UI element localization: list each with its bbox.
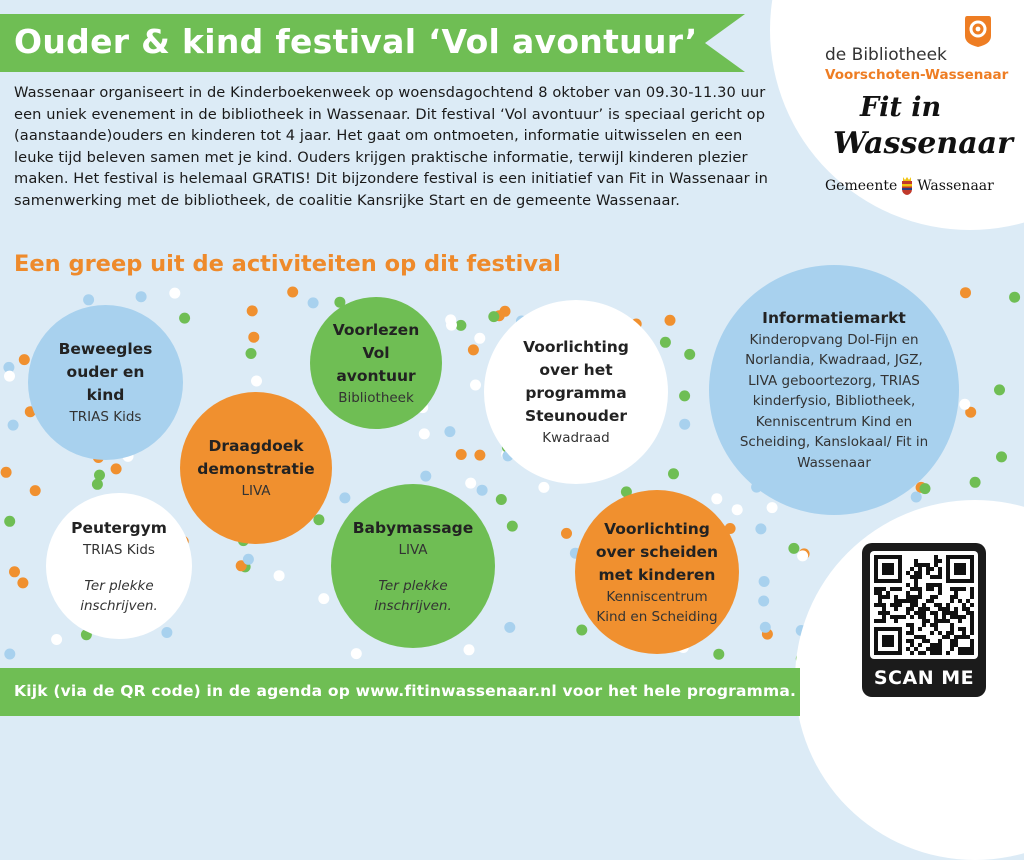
activity-title: Voorlichting over scheiden met kinderen	[595, 519, 719, 584]
activity-provider: LIVA	[398, 541, 428, 558]
activity-provider: TRIAS Kids	[83, 541, 155, 558]
activity-title: Voorlichting over het programma Steunouder	[523, 338, 629, 425]
qr-code-icon	[874, 555, 974, 655]
activity-note: Ter plekke inschrijven.	[374, 577, 452, 614]
activity-note: Ter plekke inschrijven.	[80, 577, 158, 614]
activity-babymassage	[331, 484, 495, 648]
library-region: Voorschoten-Wassenaar	[825, 67, 1009, 83]
activity-steunouder	[484, 300, 668, 484]
activity-provider: Kinderopvang Dol-Fijn en Norlandia, Kwadraad, JGZ, LIVA geboortezorg, TRIAS kinderfysio, Bibliotheek, Kenniscentrum Kind en Scheiding, Kanslokaal/ Fit in Wassenaar	[739, 331, 929, 471]
gemeente-logo	[825, 176, 994, 196]
activity-title: Beweegles ouder en kind	[58, 340, 153, 404]
qr-code[interactable]	[870, 551, 978, 659]
activity-provider: LIVA	[241, 483, 271, 499]
library-name: de Bibliotheek	[825, 45, 947, 65]
activity-voorlezen	[310, 297, 442, 429]
activity-title: Voorlezen Vol avontuur	[332, 320, 420, 385]
activity-title: Informatiemarkt	[762, 308, 906, 327]
fit-in-logo-line2: Wassenaar	[833, 126, 1013, 161]
qr-code-card[interactable]	[862, 543, 986, 697]
activity-provider: Kenniscentrum Kind en Scheiding	[596, 588, 718, 625]
intro-paragraph: Wassenaar organiseert in de Kinderboekenweek op woensdagochtend 8 oktober van 09.30-11.30 uur een uniek evenement in de bibliotheek in Wassenaar. Dit festival ‘Vol avontuur’ is speciaal gericht op (aanstaande)ouders en kinderen tot 4 jaar. Het gaat om ontmoeten, informatie uitwisselen en een leuke tijd beleven samen met je kind. Ouders krijgen praktische informatie, terwijl kinderen plezier maken. Het festival is helemaal GRATIS! Dit bijzondere festival is een initiatief van Fit in Wassenaar in samenwerking met de bibliotheek, de coalitie Kansrijke Start en de gemeente Wassenaar.	[14, 84, 768, 209]
footer-text: Kijk (via de QR code) in de agenda op www.fitinwassenaar.nl voor het hele programma.	[14, 682, 797, 700]
bibliotheek-badge-icon	[964, 14, 992, 48]
activity-title: Peutergym	[71, 518, 167, 537]
coat-of-arms-icon	[900, 176, 914, 196]
activity-scheiden	[575, 490, 739, 654]
scan-me-label: SCAN ME	[873, 667, 975, 689]
gemeente-label: Gemeente	[825, 178, 898, 194]
activity-title: Babymassage	[352, 518, 474, 537]
activity-beweegles	[28, 305, 183, 460]
logo-block	[825, 14, 1013, 204]
footer-bar	[0, 668, 800, 716]
title-banner	[0, 14, 745, 72]
page-title: Ouder & kind festival ‘Vol avontuur’	[14, 22, 698, 61]
fit-in-logo-line1: Fit in	[860, 92, 942, 123]
activity-provider: Kwadraad	[542, 430, 610, 446]
activity-informatiemarkt	[709, 265, 959, 515]
activity-draagdoek	[180, 392, 332, 544]
activity-provider: TRIAS Kids	[69, 409, 142, 425]
gemeente-town: Wassenaar	[917, 178, 994, 194]
section-heading: Een greep uit de activiteiten op dit festival	[14, 251, 561, 277]
activity-peutergym	[46, 493, 192, 639]
activity-provider: Bibliotheek	[338, 389, 414, 406]
activity-title: Draagdoek demonstratie	[197, 437, 315, 478]
